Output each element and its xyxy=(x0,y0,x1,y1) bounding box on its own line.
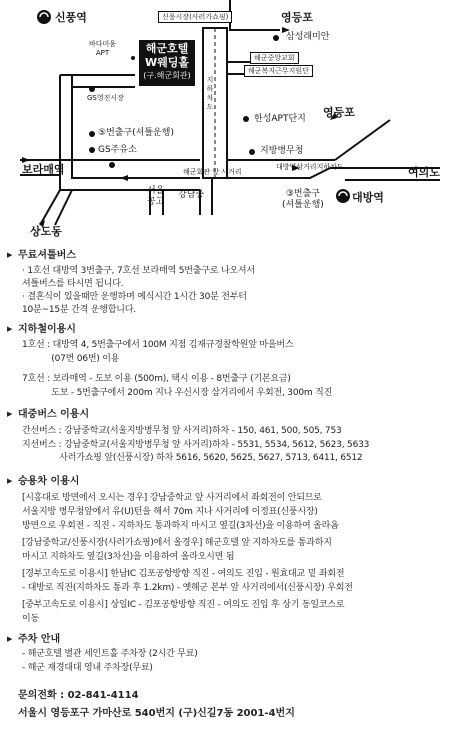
hotel-former-name: (구.해군회관) xyxy=(143,71,191,80)
shuttle-line: · 결혼식이 있을때만 운행하며 예식시간 1시간 30분 전부터 xyxy=(22,292,247,302)
crossroad-underpass-label: 대방역삼거리지하차도 xyxy=(276,163,344,171)
samsung-raemian-label: 삼성래미안 xyxy=(286,32,330,42)
navy-welfare-box: 해군복지근무지원단 xyxy=(244,65,313,77)
car-line: [강남중학교/신풍시장(사러가쇼핑)에서 올경우] 해군호텔 앞 지하차도를 통과하지 xyxy=(22,538,332,548)
car-line: [시흥대로 방면에서 오시는 경우] 강남중학교 앞 사거리에서 좌회전이 안되므로 xyxy=(22,493,322,503)
parking-title: ▶ 주차 안내 xyxy=(18,633,60,646)
subway-line: 7호선 : 보라매역 - 도보 이용 (500m), 택시 이용 - 8번출구 (기본요금) xyxy=(22,374,291,384)
hotel-name: 해군호텔 xyxy=(145,42,189,55)
sinpung-station-label: 신풍역 xyxy=(55,11,87,24)
navy-church-box: 해군중앙교회 xyxy=(250,52,299,64)
map-roads xyxy=(0,0,458,245)
daebang-station-label: 대방역 xyxy=(352,191,384,204)
seoul-tech-label: 서울 공고 xyxy=(147,186,165,207)
yeouido-label: 여의도 xyxy=(408,166,440,179)
bus-line: 사러가쇼핑 앞(신풍시장) 하차 5616, 5620, 5625, 5627, 5713, 6411, 6512 xyxy=(22,453,363,463)
navy-hall-crossroad-label: 해군회관 앞 사거리 xyxy=(183,168,242,176)
gs-gas-label: GS주유소 xyxy=(98,145,137,155)
contact-phone: 문의전화 : 02-841-4114 xyxy=(18,690,139,701)
car-title: ▶ 승용차 이용시 xyxy=(18,475,79,488)
bus-line: 간선버스 : 강남중학교(서울지방병무청 앞 사거리)하차 - 150, 461, 500, 505, 753 xyxy=(22,426,342,436)
yeongdeungpo-top-label: 영등포 xyxy=(281,11,313,24)
car-line: [중부고속도로 이용시] 상일IC - 김포공항방향 직진 - 여의도 진입 후 상기 동일코스로 xyxy=(22,600,345,610)
parking-line: - 해군호텔 별관 세인트홀 주차장 (2시간 무료) xyxy=(22,649,198,659)
subway-line: 도보 - 5번출구에서 200m 지나 우신시장 삼거리에서 우회전, 300m 직진 xyxy=(22,388,333,398)
sinpung-market-box xyxy=(158,11,232,23)
contact-address: 서울시 영등포구 가마산로 540번지 (구)신길7동 2001-4번지 xyxy=(18,708,295,719)
yeongdeungpo-right-label: 영등포 xyxy=(323,106,355,119)
bus-line: 지선버스 : 강남중학교(서울지방병무청 앞 사거리)하차 - 5531, 5534, 5612, 5623, 5633 xyxy=(22,440,370,450)
subway-line: 1호선 : 대방역 4, 5번출구에서 100M 지점 김재규경찰학원앞 마을버스 xyxy=(22,340,294,350)
location-map xyxy=(0,0,458,245)
gs-yeongjin-label: GS영진시장 xyxy=(87,94,124,102)
shuttle-line: 10분~15분 간격 운행합니다. xyxy=(22,305,136,315)
car-line: 방면으로 우회전 - 직진 - 지하차도 통과하지 마시고 옆길(3차선)을 이용하여 올라옴 xyxy=(22,521,339,531)
sinpung-market-label: 신풍시장 xyxy=(162,13,190,21)
subway-line: (07번 06번) 이용 xyxy=(22,354,120,364)
parking-line: - 해군 재경대대 영내 주차장(무료) xyxy=(22,663,153,673)
car-line: - 대방로 직진(지하차도 통과 후 1.2km) - 옛해군 본부 앞 사거리에서(신풍시장) 우회전 xyxy=(22,583,353,593)
wedding-hall-name: W웨딩홀 xyxy=(144,56,189,69)
sinpung-market-sub: (사러가쇼핑) xyxy=(189,13,229,21)
car-line: 마시고 지하차도 옆길(3차선)을 이용하여 올라오시면 됨 xyxy=(22,552,235,562)
subway-title: ▶ 지하철이용시 xyxy=(18,323,76,336)
hotel-marker xyxy=(139,40,195,86)
exit5-label: ⑤번출구(셔틀운행) xyxy=(98,128,174,138)
shuttle-title: ▶ 무료셔틀버스 xyxy=(18,249,76,262)
bus-title: ▶ 대중버스 이용시 xyxy=(18,408,89,421)
car-line: 서울지방 병무청앞에서 유(U)턴을 해서 70m 지나 사거리에 이정표(신풍시장) xyxy=(22,507,318,517)
exit3-label: ③번출구 (셔틀운행) xyxy=(282,189,324,210)
boramae-station-label: 보라매역 xyxy=(22,163,65,176)
car-line: 이동 xyxy=(22,614,39,624)
sangdo-dong-label: 상도동 xyxy=(30,225,62,238)
shuttle-line: · 1호선 대방역 3번출구, 7호선 보라매역 5번출구로 나오셔서 xyxy=(22,266,255,276)
military-office-label: 지방병무청 xyxy=(260,146,304,156)
car-line: [경부고속도로 이용시] 한남IC 김포공항방향 직진 - 여의도 진입 - 원효대교 밑 좌회전 xyxy=(22,569,345,579)
shuttle-line: 셔틀버스를 타시면 됩니다. xyxy=(22,279,124,289)
hansung-apt-label: 한성APT단지 xyxy=(254,114,306,124)
badamirum-apt-label: 바다미움 APT xyxy=(89,40,117,57)
gangnam-ms-label: 강남중 xyxy=(178,190,205,200)
underpass-label: 지하차도 xyxy=(206,76,214,111)
